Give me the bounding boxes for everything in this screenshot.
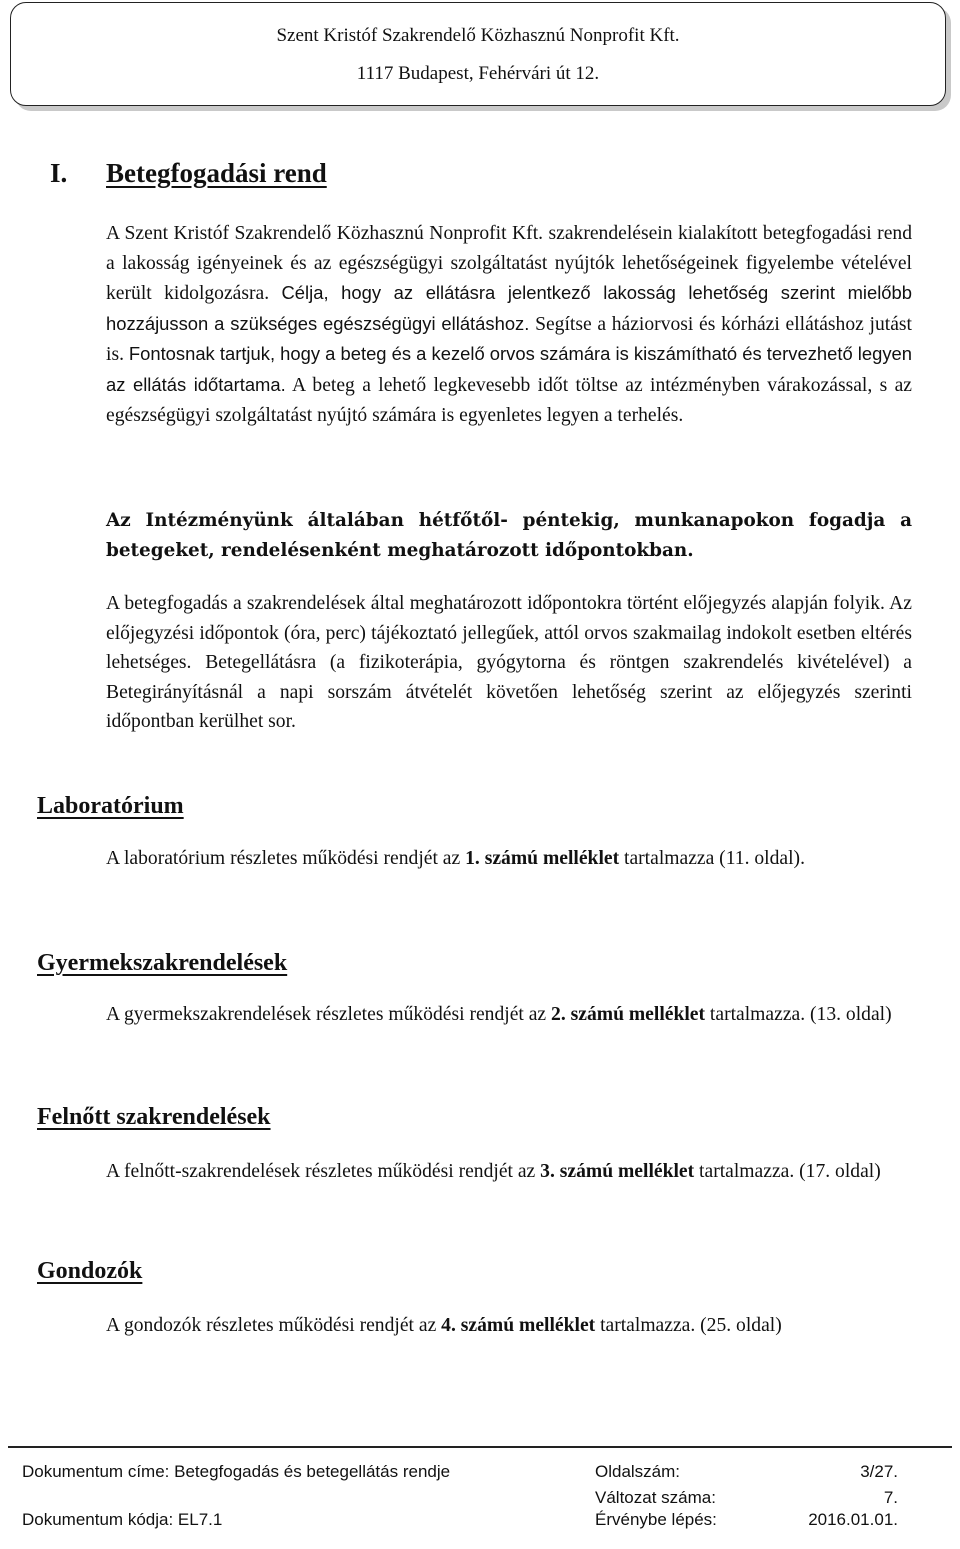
footer-effective-value: 2016.01.01. xyxy=(808,1510,898,1529)
annex-reference: 3. számú melléklet xyxy=(540,1161,695,1182)
text-before: A gyermekszakrendelések részletes működési rendjét az xyxy=(106,1004,552,1025)
document-footer xyxy=(8,1446,952,1529)
subsection-text-care xyxy=(106,1311,912,1341)
footer-version-label: Változat száma: xyxy=(595,1488,716,1507)
section-title-text: Betegfogadási rend xyxy=(106,158,327,188)
booking-text-1: A betegfogadás a szakrendelések által meghatározott időpontokra történt előjegyzés alapján folyik. xyxy=(106,593,885,614)
subsection-heading-adult: Felnőtt szakrendelések xyxy=(37,1104,271,1130)
subsection-heading-pediatric: Gyermekszakrendelések xyxy=(37,950,288,976)
footer-version-value: 7. xyxy=(883,1488,898,1507)
text-after: tartalmazza. (25. oldal) xyxy=(595,1315,782,1336)
booking-text-2: Az előjegyzési időpontok (óra, perc) tájékoztató jellegűek, attól orvos szakmailag indokolt esetben eltérés lehetséges. xyxy=(106,593,912,674)
text-after: tartalmazza. (17. oldal) xyxy=(694,1161,881,1182)
footer-doc-title: Dokumentum címe: Betegfogadás és betegellátás rendje xyxy=(22,1462,451,1481)
organization-address: 1117 Budapest, Fehérvári út 12. xyxy=(356,63,600,84)
section-number: I. xyxy=(50,158,68,188)
intro-text-3: Segítse a háziorvosi és kórházi ellátáshoz jutást is. xyxy=(106,313,912,366)
document-header xyxy=(10,2,946,106)
intro-paragraph xyxy=(106,219,912,430)
subsection-text-adult xyxy=(106,1157,912,1187)
text-before: A laboratórium részletes működési rendjét az xyxy=(106,848,466,869)
footer-doc-code: Dokumentum kódja: EL7.1 xyxy=(22,1510,223,1529)
text-after: tartalmazza (11. oldal). xyxy=(619,848,805,869)
annex-reference: 2. számú melléklet xyxy=(551,1004,706,1025)
text-before: A gondozók részletes működési rendjét az xyxy=(106,1315,442,1336)
intro-text-1: A Szent Kristóf Szakrendelő Közhasznú Nonprofit Kft. szakrendelésein kialakított betegfogadási rend a lakosság igényeinek és az egészségügyi szolgáltatást nyújtók lehetőségeinek figyelembe vételével került kidolgozásra. xyxy=(106,223,912,305)
text-after: tartalmazza. (13. oldal) xyxy=(705,1004,892,1025)
text-before: A felnőtt-szakrendelések részletes működési rendjét az xyxy=(106,1161,541,1182)
subsection-text-pediatric xyxy=(106,1000,912,1030)
booking-paragraph xyxy=(106,589,912,737)
subsection-heading-laboratory: Laboratórium xyxy=(37,793,184,819)
subsection-heading-care: Gondozók xyxy=(37,1258,143,1284)
subsection-text-laboratory xyxy=(106,844,912,874)
footer-page-value: 3/27. xyxy=(860,1462,898,1481)
footer-effective-label: Érvénybe lépés: xyxy=(595,1510,717,1529)
footer-page-label: Oldalszám: xyxy=(595,1462,681,1481)
section-title xyxy=(50,158,327,189)
booking-text-3: Betegellátásra (a fizikoterápia, gyógytorna és röntgen szakrendelés kivételével) a Betegirányításnál a napi sorszám átvételét követően lehetőség szerint az előjegyzés szerinti időpontban kerülhet sor. xyxy=(106,652,912,733)
intro-text-2: Célja, hogy az ellátásra jelentkező lakosság lehetőség szerint mielőbb hozzájusson a szükséges egészségügyi ellátáshoz. xyxy=(106,282,912,334)
opening-hours-paragraph: Az Intézményünk általában hétfőtől- péntekig, munkanapokon fogadja a betegeket, rendelésenként meghatározott időpontokban. xyxy=(106,510,912,561)
intro-text-4: Fontosnak tartjuk, hogy a beteg és a kezelő orvos számára is kiszámítható és tervezhető legyen az ellátás időtartama. xyxy=(106,343,912,395)
intro-text-5: A beteg a lehető legkevesebb időt töltse az intézményben várakozással, s az egészségügyi szolgáltatást nyújtó számára is egyenletes legyen a terhelés. xyxy=(106,374,912,426)
annex-reference: 4. számú melléklet xyxy=(441,1315,596,1336)
annex-reference: 1. számú melléklet xyxy=(465,848,620,869)
organization-name: Szent Kristóf Szakrendelő Közhasznú Nonprofit Kft. xyxy=(276,25,680,46)
